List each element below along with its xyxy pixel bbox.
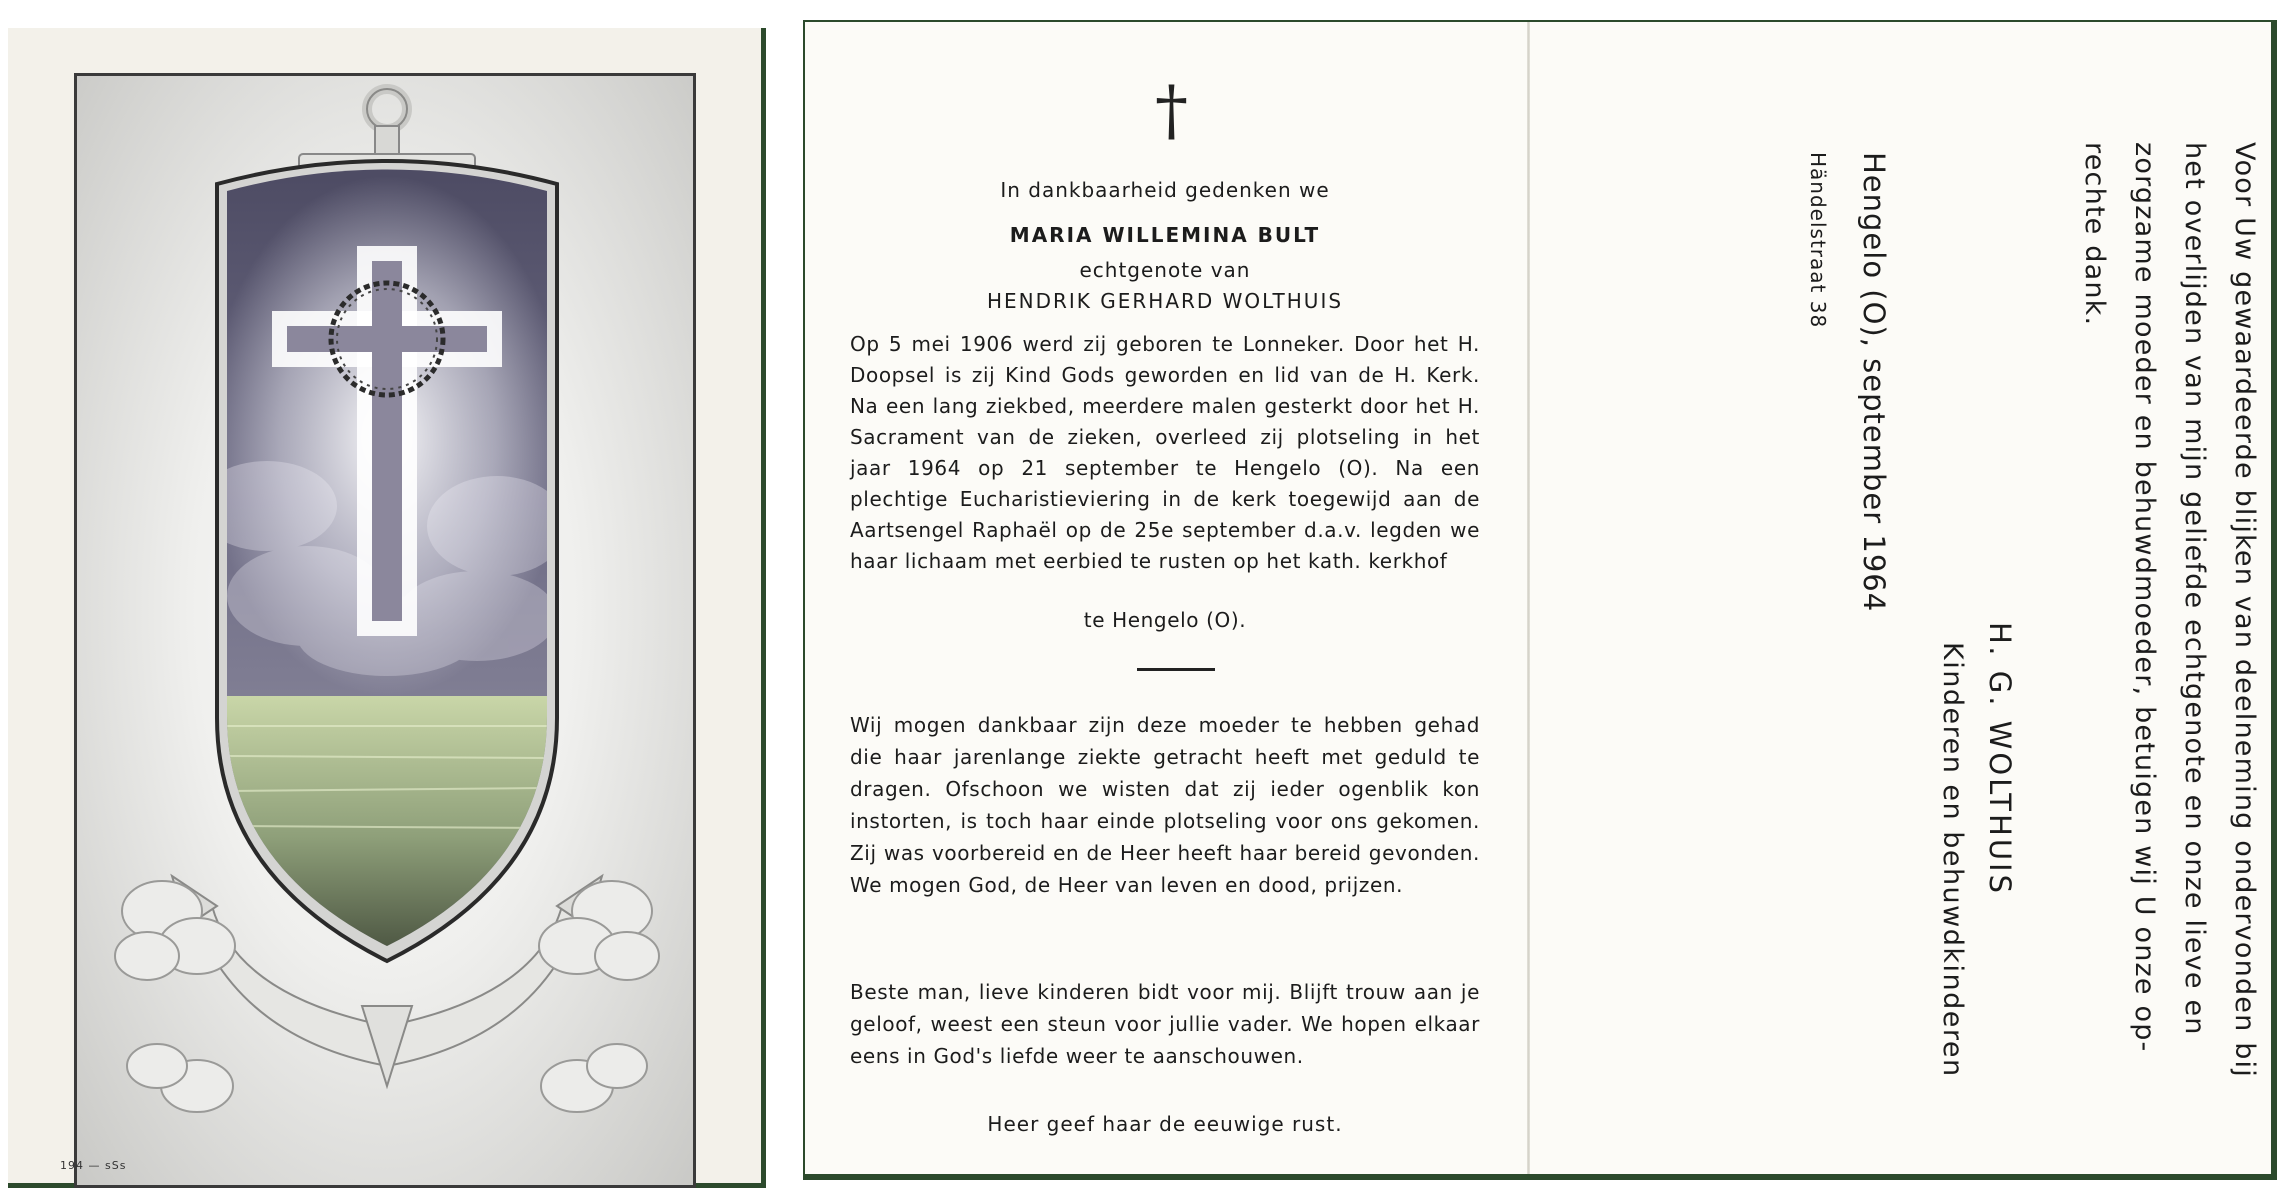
spouse-name: HENDRIK GERHARD WOLTHUIS (986, 289, 1344, 313)
thanks-line-1: Voor Uw gewaardeerde blijken van deelneming ondervonden bij (2229, 142, 2260, 1078)
signer-name: H. G. WOLTHUIS (1983, 622, 2017, 897)
intro-line: In dankbaarheid gedenken we (1000, 178, 1330, 202)
thanks-line-3: zorgzame moeder en behuwdmoeder, betuigen wij U onze op- (2129, 142, 2160, 1053)
picture-frame (74, 73, 696, 1188)
front-card (8, 28, 766, 1188)
closing-prayer: Heer geef haar de eeuwige rust. (987, 1112, 1343, 1136)
text-card (803, 20, 2277, 1180)
family-line: Kinderen en behuwdkinderen (1937, 642, 1968, 1078)
print-code: 194 — sSs (60, 1159, 127, 1172)
place-and-date: Hengelo (O), september 1964 (1857, 152, 1891, 613)
street-address: Händelstraat 38 (1806, 152, 1830, 329)
memorial-text-panel (845, 22, 1485, 1174)
deceased-name: MARIA WILLEMINA BULT (1009, 223, 1321, 247)
emblem-illustration (77, 76, 693, 1185)
thanks-line-2: het overlijden van mijn geliefde echtgenote en onze lieve en (2179, 142, 2210, 1036)
spouse-of-line: echtgenote van (1079, 258, 1251, 282)
biography-last-line: te Hengelo (O). (1083, 608, 1247, 632)
biography-paragraph: Op 5 mei 1906 werd zij geboren te Lonneker. Door het H. Doopsel is zij Kind Gods geworden en lid van de H. Kerk. Na een lang ziekbed, meerdere malen gesterkt door het H. Sacrament van de zieken, overleed zij plotseling in het jaar 1964 op 21 september te Hengelo (O). Na een plechtige Eucharistieviering in de kerk toegewijd aan de Aartsengel Raphaël op de 25e september d.a.v. legden we haar lichaam met eerbied te rusten op het kath. kerkhof (850, 332, 1480, 573)
divider-line (1137, 668, 1215, 671)
reflection-paragraph: Wij mogen dankbaar zijn deze moeder te hebben gehad die haar jarenlange ziekte getracht heeft met geduld te dragen. Ofschoon we wisten dat zij ieder ogenblik kon instorten, is toch haar einde plotseling voor ons gekomen. Zij was voorbereid en de Heer heeft haar bereid gevonden. We mogen God, de Heer van leven en dood, prijzen. (850, 713, 1480, 897)
fold-line (1527, 22, 1530, 1174)
cross-symbol: † (1155, 72, 1188, 149)
thanks-line-4: rechte dank. (2079, 142, 2110, 327)
prayer-paragraph: Beste man, lieve kinderen bidt voor mij. Blijft trouw aan je geloof, weest een steun voor jullie vader. We hopen elkaar eens in God's liefde weer te aanschouwen. (850, 980, 1480, 1068)
